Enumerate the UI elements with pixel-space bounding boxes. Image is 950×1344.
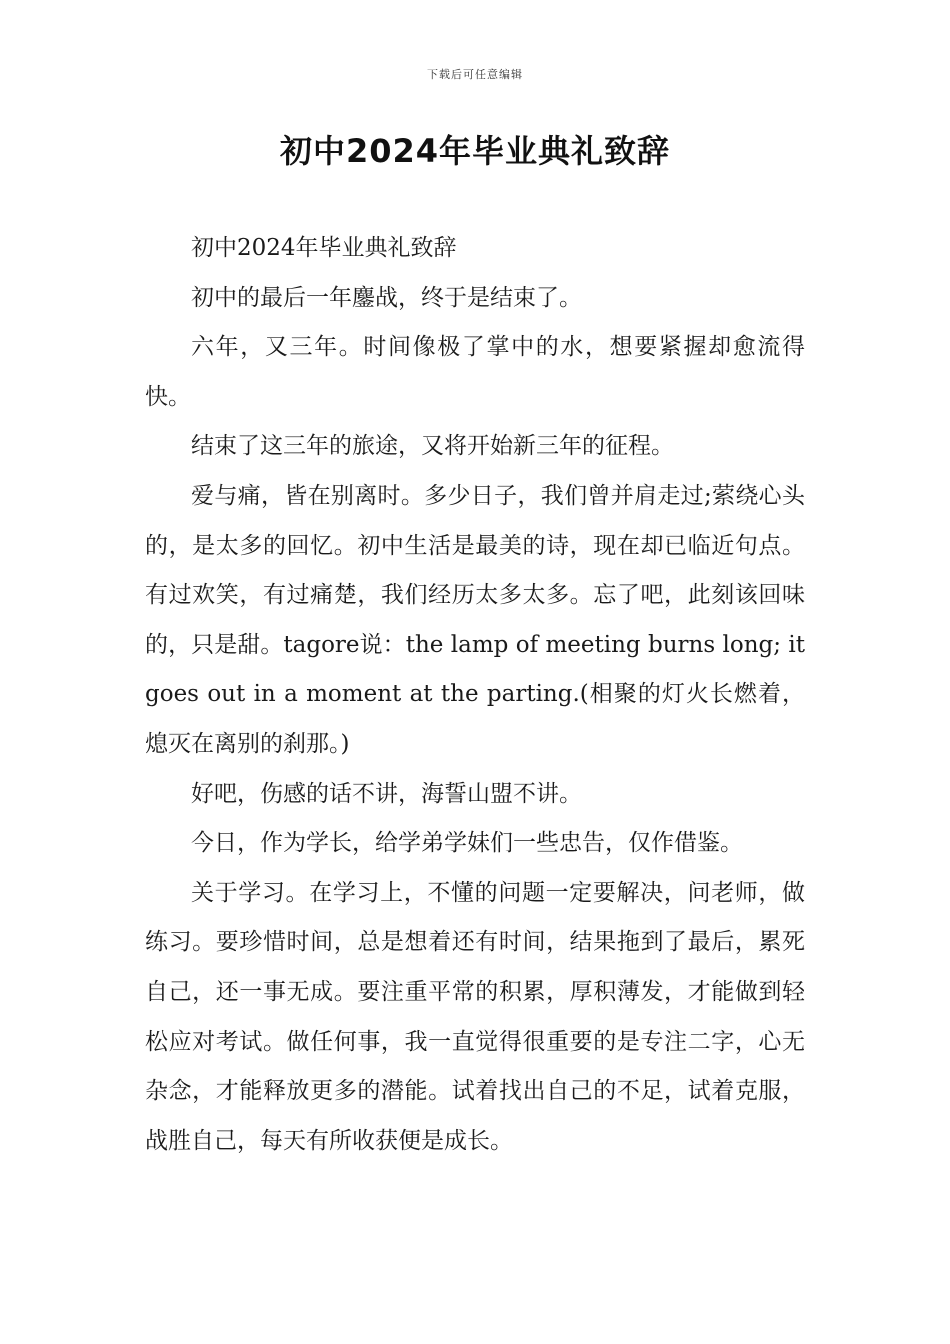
- paragraph: 今日，作为学长，给学弟学妹们一些忠告，仅作借鉴。: [191, 830, 743, 857]
- paragraph: 初中2024年毕业典礼致辞: [191, 235, 457, 261]
- paragraph: 初中的最后一年鏖战，终于是结束了。: [191, 284, 582, 311]
- paragraph: 好吧，伤感的话不讲，海誓山盟不讲。: [191, 780, 582, 807]
- paragraph: 爱与痛，皆在别离时。多少日子，我们曾并肩走过;萦绕心头的，是太多的回忆。初中生活是最美的诗，现在却已临近句点。有过欢笑，有过痛楚，我们经历太多太多。忘了吧，此刻该回味的，只是甜。tagore说：the lamp of meeting burns long; it goes out in a moment at the parting.(相聚的灯火长燃着，熄灭在离别的刹那。): [145, 482, 805, 757]
- document-title: 初中2024年毕业典礼致辞: [279, 132, 671, 170]
- paragraph: 关于学习。在学习上，不懂的问题一定要解决，问老师，做练习。要珍惜时间，总是想着还有时间，结果拖到了最后，累死自己，还一事无成。要注重平常的积累，厚积薄发，才能做到轻松应对考试。做任何事，我一直觉得很重要的是专注二字，心无杂念，才能释放更多的潜能。试着找出自己的不足，试着克服，战胜自己，每天有所收获便是成长。: [145, 879, 805, 1154]
- paragraph: 六年，又三年。时间像极了掌中的水，想要紧握却愈流得快。: [145, 334, 805, 410]
- header-note: 下载后可任意编辑: [427, 68, 523, 81]
- paragraph: 结束了这三年的旅途，又将开始新三年的征程。: [191, 433, 674, 460]
- document-body: [145, 224, 805, 1166]
